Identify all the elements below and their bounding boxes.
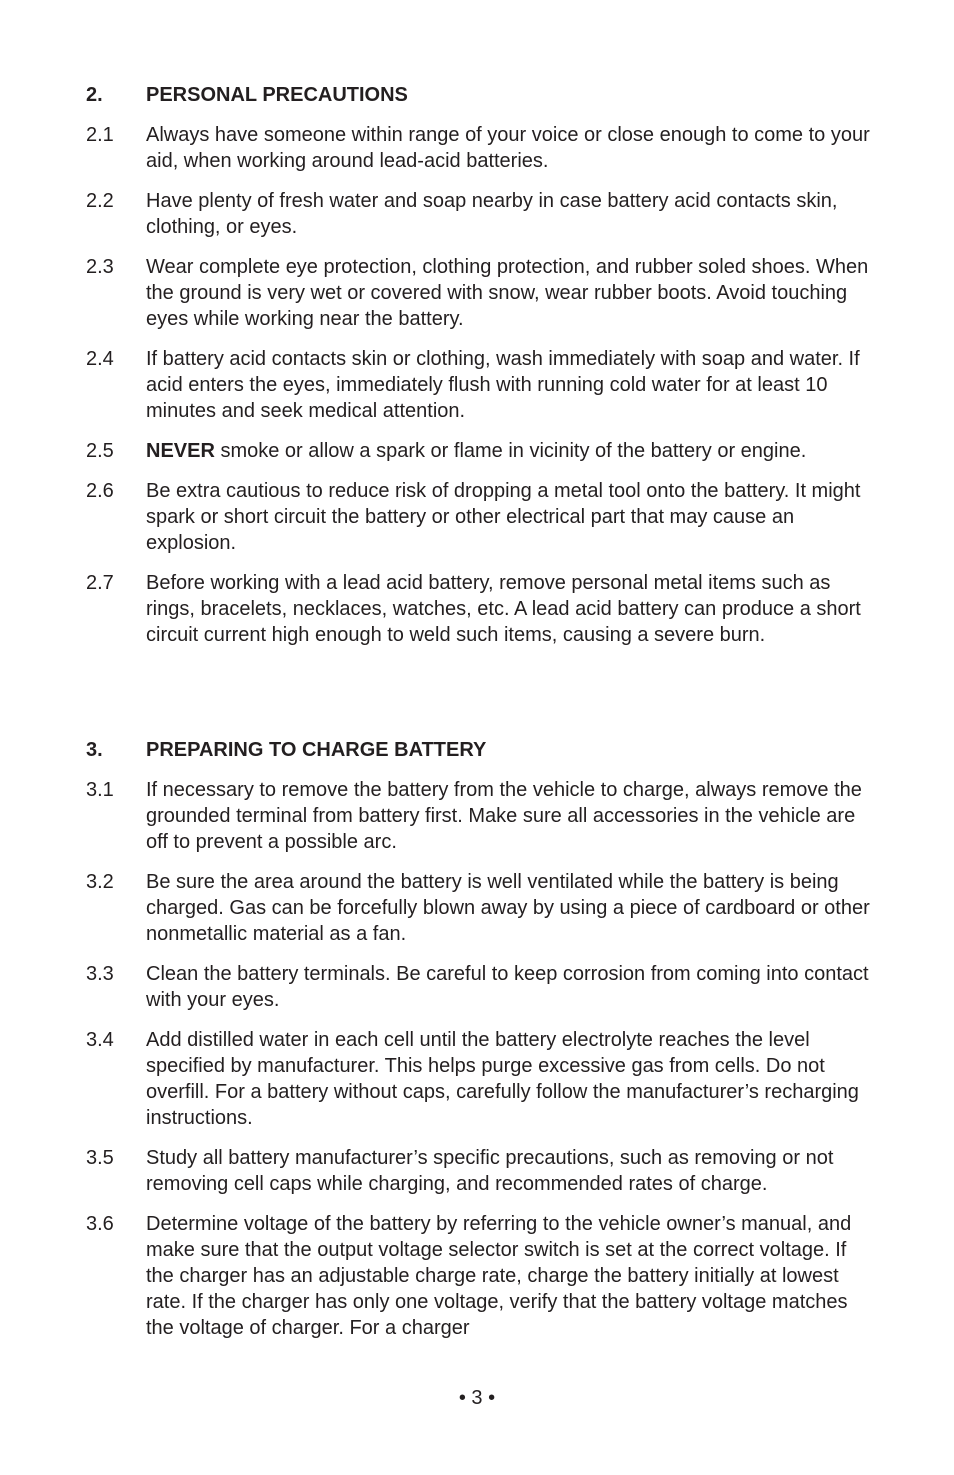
list-item-3-1 (86, 777, 876, 855)
item-number: 3.6 (86, 1213, 114, 1235)
item-number: 2.7 (86, 572, 114, 594)
page-number: • 3 • (458, 1387, 496, 1409)
list-item-2-2 (86, 188, 876, 240)
item-emphasis: NEVER (146, 440, 215, 462)
item-number: 2.1 (86, 124, 114, 146)
item-number: 2.5 (86, 440, 114, 462)
section-number: 2. (86, 84, 103, 106)
section-heading (86, 82, 876, 108)
item-text: Have plenty of fresh water and soap nearby in case battery acid contacts skin, clothing, or eyes. (146, 190, 838, 238)
list-item-2-1 (86, 122, 876, 174)
list-item-2-4 (86, 346, 876, 424)
item-number: 3.5 (86, 1147, 114, 1169)
section-preparing-to-charge (86, 737, 876, 1355)
item-text: Be sure the area around the battery is well ventilated while the battery is being charged. Gas can be forcefully blown away by using a piece of cardboard or other nonmetallic material as a fan. (146, 871, 870, 945)
section-title: PREPARING TO CHARGE BATTERY (146, 739, 487, 761)
item-text: If necessary to remove the battery from the vehicle to charge, always remove the grounded terminal from battery first. Make sure all accessories in the vehicle are off to prevent a possible arc. (146, 779, 862, 853)
section-personal-precautions (86, 82, 876, 662)
item-text-rest: smoke or allow a spark or flame in vicinity of the battery or engine. (214, 440, 807, 462)
list-item-2-7 (86, 570, 876, 648)
item-number: 2.4 (86, 348, 114, 370)
item-number: 3.4 (86, 1029, 114, 1051)
item-text: Before working with a lead acid battery, remove personal metal items such as rings, bracelets, necklaces, watches, etc. A lead acid battery can produce a short circuit current high enough to weld such items, causing a severe burn. (146, 572, 861, 646)
list-item-3-4 (86, 1027, 876, 1131)
item-text: If battery acid contacts skin or clothing, wash immediately with soap and water. If acid enters the eyes, immediately flush with running cold water for at least 10 minutes and seek medical attention. (146, 348, 860, 422)
item-number: 2.6 (86, 480, 114, 502)
item-text: Be extra cautious to reduce risk of dropping a metal tool onto the battery. It might spark or short circuit the battery or other electrical part that may cause an explosion. (146, 480, 861, 554)
item-text: Determine voltage of the battery by referring to the vehicle owner’s manual, and make sure that the output voltage selector switch is set at the correct voltage. If the charger has an adjustable charge rate, charge the battery initially at lowest rate. If the charger has only one voltage, verify that the battery voltage matches the voltage of charger. For a charger (146, 1213, 852, 1339)
list-item-3-3 (86, 961, 876, 1013)
list-item-2-6 (86, 478, 876, 556)
section-number: 3. (86, 739, 103, 761)
list-item-3-5 (86, 1145, 876, 1197)
item-number: 3.2 (86, 871, 114, 893)
list-item-3-6 (86, 1211, 876, 1341)
item-number: 2.3 (86, 256, 114, 278)
section-title: PERSONAL PRECAUTIONS (146, 84, 408, 106)
item-text (146, 438, 876, 464)
list-item-3-2 (86, 869, 876, 947)
item-number: 3.1 (86, 779, 114, 801)
list-item-2-5 (86, 438, 876, 464)
item-text: Add distilled water in each cell until the battery electrolyte reaches the level specified by manufacturer. This helps purge excessive gas from cells. Do not overfill. For a battery without caps, carefully follow the manufacturer’s recharging instructions. (146, 1029, 859, 1129)
item-text: Clean the battery terminals. Be careful to keep corrosion from coming into contact with your eyes. (146, 963, 869, 1011)
item-number: 2.2 (86, 190, 114, 212)
item-text: Study all battery manufacturer’s specific precautions, such as removing or not removing cell caps while charging, and recommended rates of charge. (146, 1147, 834, 1195)
item-text: Wear complete eye protection, clothing protection, and rubber soled shoes. When the ground is very wet or covered with snow, wear rubber boots. Avoid touching eyes while working near the battery. (146, 256, 869, 330)
list-item-2-3 (86, 254, 876, 332)
item-number: 3.3 (86, 963, 114, 985)
item-text: Always have someone within range of your voice or close enough to come to your aid, when working around lead-acid batteries. (146, 124, 870, 172)
section-heading (86, 737, 876, 763)
